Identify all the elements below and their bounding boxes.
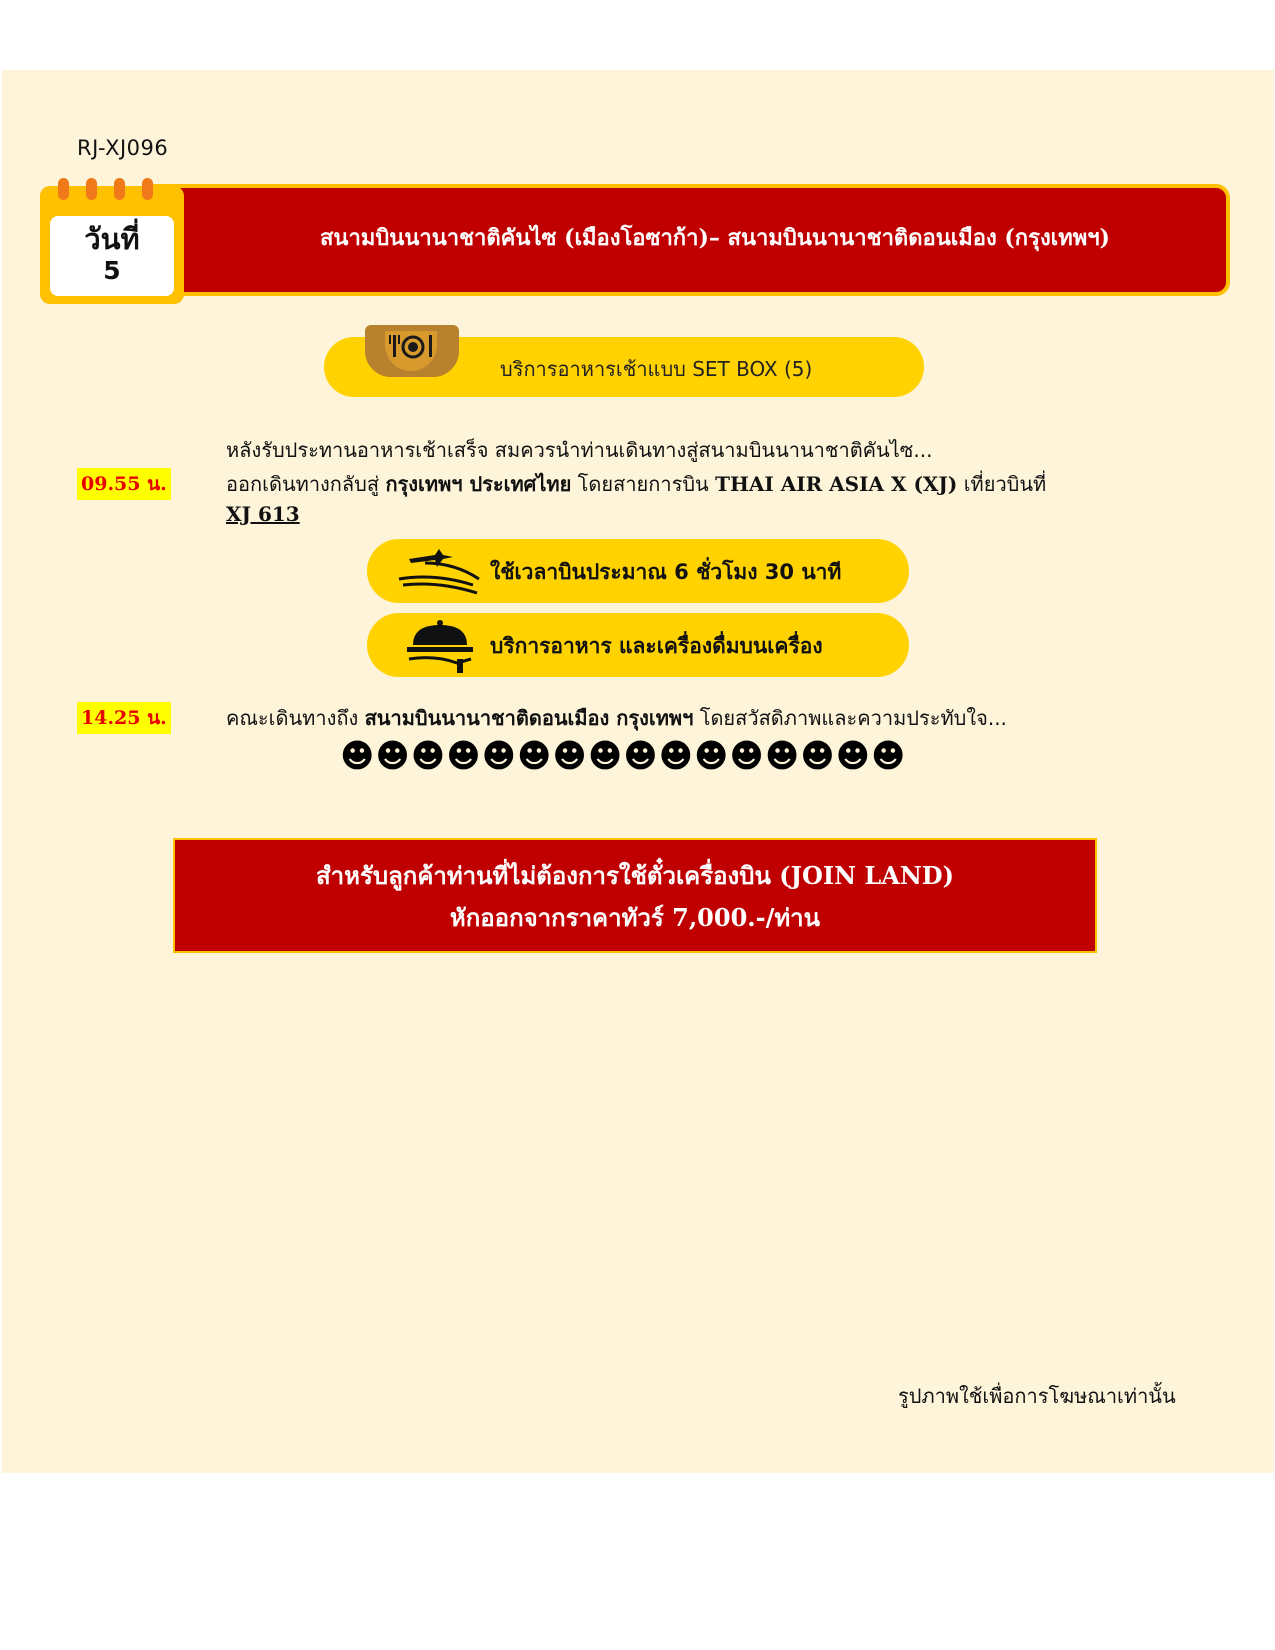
day-banner [140, 184, 1230, 296]
text-segment: เที่ยวบินที่ [957, 472, 1047, 496]
time-badge: 14.25 น. [77, 702, 171, 734]
calendar-icon [40, 186, 184, 304]
calendar-page [50, 216, 174, 296]
destination-text: กรุงเทพฯ ประเทศไทย [385, 472, 572, 496]
itinerary-line [226, 702, 1007, 734]
join-land-line1: สำหรับลูกค้าท่านที่ไม่ต้องการใช้ตั๋วเครื่องบิน (JOIN LAND) [316, 861, 954, 890]
flight-duration-pill [367, 539, 909, 603]
onboard-meal-pill [367, 613, 909, 677]
text-segment: ออกเดินทางกลับสู่ [226, 472, 386, 496]
tour-code: RJ-XJ096 [77, 136, 169, 160]
itinerary-line [226, 468, 1046, 500]
footer-note: รูปภาพใช้เพื่อการโฆษณาเท่านั้น [898, 1384, 1176, 1408]
food-cloche-icon [395, 619, 485, 675]
day-label: วันที่ [84, 222, 140, 256]
destination-text: สนามบินนานาชาติดอนเมือง กรุงเทพฯ [364, 706, 694, 730]
day-title: สนามบินนานาชาติคันไซ (เมืองโอซาก้า)– สนามบินนานาชาติดอนเมือง (กรุงเทพฯ) [320, 225, 1110, 251]
calendar-ring [86, 178, 97, 200]
join-land-notice [173, 838, 1097, 953]
flight-number: XJ 613 [226, 502, 300, 526]
text-segment: โดยสายการบิน [571, 472, 716, 496]
join-land-line2: หักออกจากราคาทัวร์ 7,000.-/ท่าน [449, 903, 821, 932]
day-number: 5 [103, 256, 121, 285]
plane-icon [395, 545, 485, 597]
itinerary-intro: หลังรับประทานอาหารเช้าเสร็จ สมควรนำท่านเดินทางสู่สนามบินนานาชาติคันไซ... [226, 438, 933, 462]
calendar-ring [58, 178, 69, 200]
calendar-ring [114, 178, 125, 200]
smiley-row: ☻☻☻☻☻☻☻☻☻☻☻☻☻☻☻☻ [340, 736, 907, 775]
text-segment: คณะเดินทางถึง [226, 706, 365, 730]
airline-text: THAI AIR ASIA X (XJ) [715, 472, 958, 496]
flight-number-line [226, 502, 300, 526]
onboard-meal-text: บริการอาหาร และเครื่องดื่มบนเครื่อง [490, 634, 823, 658]
text-segment: โดยสวัสดิภาพและความประทับใจ... [693, 706, 1007, 730]
fork-plate-icon [365, 325, 459, 377]
calendar-ring [142, 178, 153, 200]
flight-duration-text: ใช้เวลาบินประมาณ 6 ชั่วโมง 30 นาที [490, 560, 842, 584]
breakfast-text: บริการอาหารเช้าแบบ SET BOX (5) [500, 357, 813, 381]
time-badge: 09.55 น. [77, 468, 171, 500]
